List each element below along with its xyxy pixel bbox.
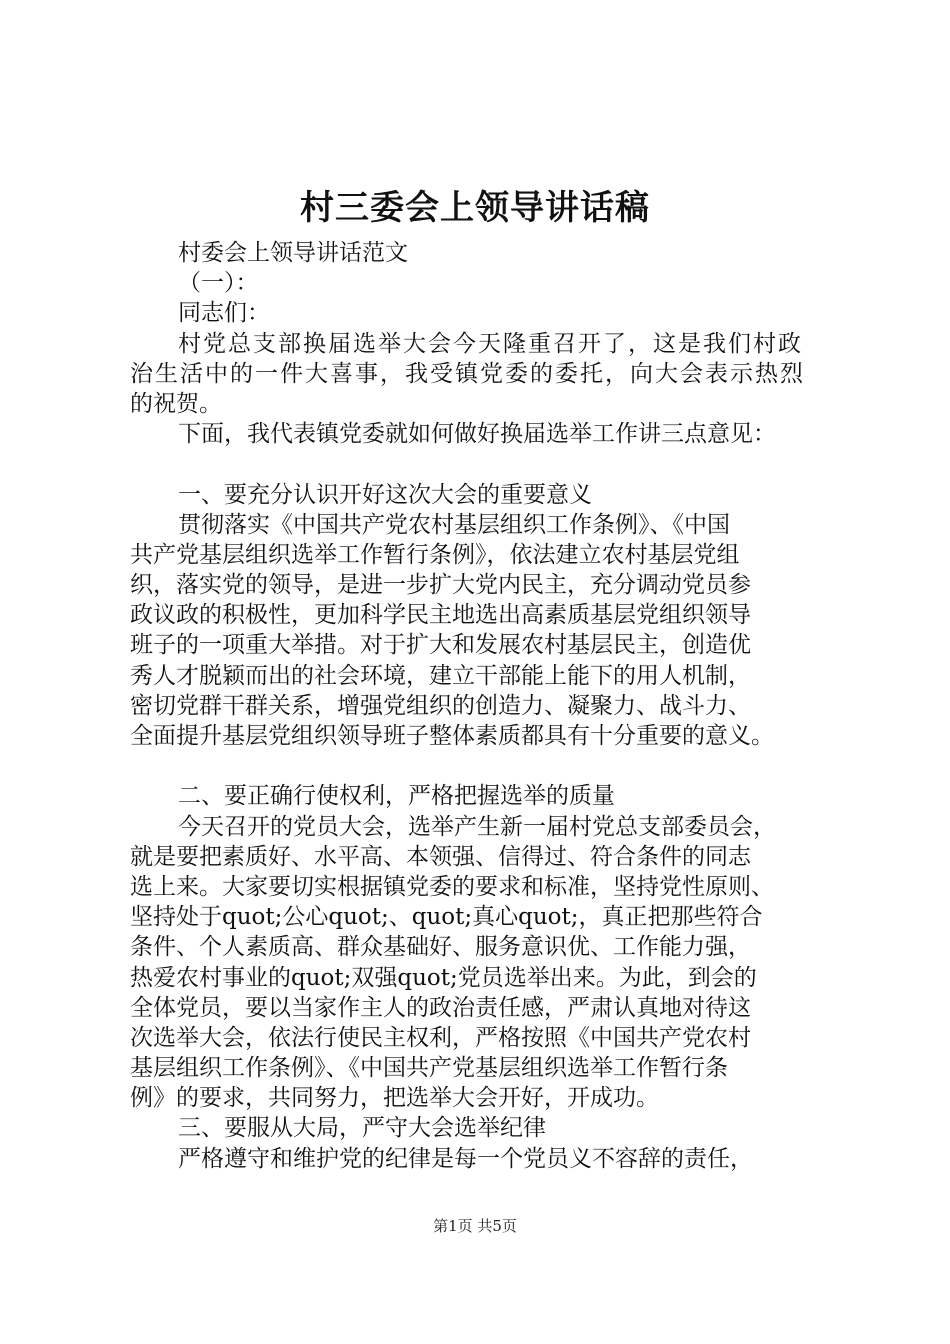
paragraph-line: 全体党员，要以当家作主人的政治责任感，严肃认真地对待这: [130, 994, 751, 1021]
subtitle-line: 村委会上领导讲话范文: [178, 240, 408, 266]
paragraph-line: 织，落实党的领导，是进一步扩大党内民主，充分调动党员参: [130, 572, 751, 599]
paragraph-line: 贯彻落实《中国共产党农村基层组织工作条例》、《中国: [178, 511, 730, 538]
paragraph-line: 次选举大会，依法行使民主权利，严格按照《中国共产党农村: [130, 1024, 751, 1051]
paragraph-line: 共产党基层组织选举工作暂行条例》，依法建立农村基层党组: [130, 541, 740, 568]
blank-line: [130, 751, 830, 781]
blank-line: [130, 449, 830, 479]
paragraph-line: 村党总支部换届选举大会今天隆重召开了，这是我们村政: [178, 330, 803, 357]
paragraph-line: 选上来。大家要切实根据镇党委的要求和标准，坚持党性原则、: [130, 873, 774, 900]
paragraph-line: 热爱农村事业的quot;双强quot;党员选举出来。为此，到会的: [130, 964, 757, 991]
section-marker: （一）：: [178, 270, 259, 297]
paragraph-line: 的祝贺。: [130, 390, 222, 417]
paragraph-line: 例》的要求，共同努力，把选举大会开好，开成功。: [130, 1085, 659, 1112]
section-heading: 一、要充分认识开好这次大会的重要意义: [178, 481, 592, 508]
document-body: [130, 238, 830, 1174]
page-footer: 第1页 共5页: [433, 1217, 517, 1235]
paragraph-line: 今天召开的党员大会，选举产生新一届村党总支部委员会，: [178, 813, 776, 840]
paragraph-line: 治生活中的一件大喜事，我受镇党委的委托，向大会表示热烈: [130, 360, 805, 387]
paragraph-line: 坚持处于quot;公心quot;、quot;真心quot;，真正把那些符合: [130, 904, 763, 931]
salutation: 同志们：: [178, 300, 270, 327]
paragraph-line: 基层组织工作条例》、《中国共产党基层组织选举工作暂行条: [130, 1055, 728, 1082]
paragraph-line: 政议政的积极性，更加科学民主地选出高素质基层党组织领导: [130, 602, 751, 629]
paragraph-line: 条件、个人素质高、群众基础好、服务意识优、工作能力强，: [130, 934, 751, 961]
paragraph-line: 密切党群干群关系，增强党组织的创造力、凝聚力、战斗力、: [130, 692, 751, 719]
paragraph-line: 下面，我代表镇党委就如何做好换届选举工作讲三点意见：: [178, 421, 776, 448]
paragraph-line: 秀人才脱颖而出的社会环境，建立干部能上能下的用人机制，: [130, 662, 751, 689]
section-heading: 三、要服从大局，严守大会选举纪律: [178, 1115, 546, 1142]
paragraph-line: 全面提升基层党组织领导班子整体素质都具有十分重要的意义。: [130, 723, 774, 749]
paragraph-line: 班子的一项重大举措。对于扩大和发展农村基层民主，创造优: [130, 632, 751, 659]
document-title: 村三委会上领导讲话稿: [300, 188, 650, 228]
paragraph-line: 就是要把素质好、水平高、本领强、信得过、符合条件的同志: [130, 843, 751, 870]
paragraph-line: 严格遵守和维护党的纪律是每一个党员义不容辞的责任，: [178, 1145, 753, 1172]
section-heading: 二、要正确行使权利，严格把握选举的质量: [178, 783, 615, 810]
